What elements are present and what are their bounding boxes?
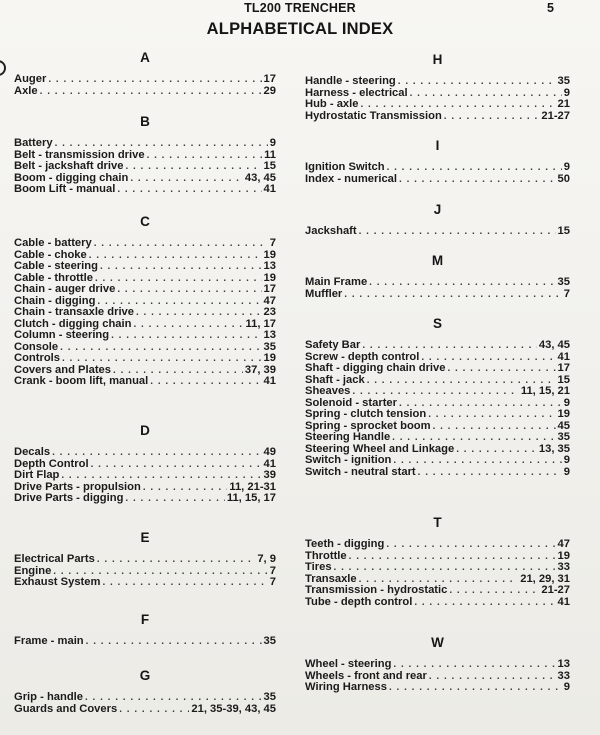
section-j — [305, 202, 570, 238]
section-letter: E — [140, 530, 150, 545]
index-entry — [305, 671, 570, 683]
section-letter: B — [140, 114, 150, 129]
dot-leader — [387, 162, 562, 174]
index-pages: 9 — [563, 162, 570, 173]
index-entry — [14, 459, 276, 471]
index-pages: 11, 17 — [245, 318, 276, 330]
section-letter: D — [140, 423, 150, 438]
dot-leader — [136, 307, 262, 319]
dot-leader — [398, 76, 556, 88]
index-pages: 23 — [263, 307, 276, 318]
section-letter: A — [140, 50, 150, 65]
index-pages: 17 — [263, 284, 276, 295]
index-entry — [305, 562, 570, 574]
index-pages: 41 — [263, 458, 276, 470]
index-term: Hydrostatic Transmission — [305, 110, 442, 122]
index-pages: 11 — [264, 149, 276, 161]
index-pages: 50 — [557, 173, 570, 185]
page-number: 5 — [547, 1, 554, 15]
index-term: Depth Control — [14, 458, 89, 470]
index-term: Screw - depth control — [305, 351, 420, 363]
index-entry — [14, 284, 276, 296]
index-term: Ignition Switch — [305, 162, 385, 173]
dot-leader — [150, 376, 261, 388]
section-letter: T — [433, 515, 442, 530]
index-term: Solenoid - starter — [305, 397, 398, 409]
index-entry — [14, 307, 276, 319]
index-term: Teeth - digging — [305, 539, 385, 550]
dot-leader — [52, 447, 261, 459]
index-pages: 9 — [563, 87, 570, 99]
index-pages: 21 — [557, 99, 570, 110]
dot-leader — [111, 330, 261, 342]
dot-leader — [40, 86, 262, 98]
dot-leader — [91, 459, 262, 471]
index-term: Steering Handle — [305, 432, 391, 443]
index-term: Column - steering — [14, 330, 110, 341]
index-entry — [14, 238, 276, 250]
dot-leader — [95, 273, 262, 285]
index-pages: 35 — [263, 341, 276, 353]
dot-leader — [117, 284, 261, 296]
dot-leader — [62, 353, 262, 365]
dot-leader — [352, 386, 518, 398]
index-pages: 17 — [263, 74, 276, 85]
index-term: Engine — [14, 565, 52, 577]
index-entry — [305, 659, 570, 671]
index-entry — [14, 376, 276, 388]
section-letter: M — [431, 253, 444, 268]
section-letter: S — [432, 316, 442, 331]
index-entry — [305, 539, 570, 551]
index-entry — [305, 76, 570, 88]
index-entry — [14, 493, 276, 505]
index-entry — [14, 86, 276, 98]
index-term: Spring - clutch tension — [305, 409, 427, 420]
dot-leader — [344, 289, 561, 301]
index-pages: 19 — [557, 409, 570, 420]
index-entry — [305, 162, 570, 174]
index-pages: 7 — [563, 288, 570, 300]
index-pages: 11, 15, 17 — [226, 493, 276, 504]
dot-leader — [386, 539, 555, 551]
dot-leader — [60, 342, 261, 354]
index-pages: 19 — [263, 272, 276, 284]
index-entry — [305, 574, 570, 586]
dot-leader — [444, 111, 540, 123]
section-w — [305, 635, 570, 694]
dot-leader — [55, 138, 268, 150]
index-term: Boom - digging chain — [14, 172, 129, 184]
index-entry — [14, 470, 276, 482]
index-entry — [305, 277, 570, 289]
index-term: Auger — [14, 74, 47, 85]
index-term: Throttle — [305, 550, 347, 562]
index-entry — [305, 289, 570, 301]
index-pages: 35 — [263, 692, 276, 703]
index-pages: 19 — [263, 249, 276, 261]
index-term: Main Frame — [305, 277, 368, 288]
dot-leader — [429, 671, 556, 683]
dot-leader — [449, 585, 539, 597]
dot-leader — [433, 421, 556, 433]
index-entry — [305, 444, 570, 456]
index-pages: 13 — [263, 330, 276, 341]
dot-leader — [113, 365, 243, 377]
dot-leader — [359, 226, 556, 238]
index-entry — [305, 340, 570, 352]
index-term: Hub - axle — [305, 99, 359, 110]
index-pages: 47 — [263, 295, 276, 307]
dot-leader — [147, 150, 263, 162]
index-pages: 13 — [557, 659, 570, 670]
dot-leader — [48, 74, 261, 86]
index-entry — [14, 692, 276, 704]
dot-leader — [414, 597, 555, 609]
index-term: Chain - transaxle drive — [14, 307, 134, 318]
dot-leader — [100, 261, 262, 273]
section-letter: G — [139, 668, 151, 683]
index-pages: 33 — [557, 670, 570, 682]
index-pages: 41 — [263, 184, 276, 195]
dot-leader — [393, 659, 555, 671]
dot-leader — [349, 551, 556, 563]
index-term: Tube - depth control — [305, 596, 413, 608]
section-a — [14, 50, 276, 97]
index-pages: 7 — [269, 577, 276, 588]
dot-leader — [399, 398, 562, 410]
dot-leader — [410, 88, 562, 100]
index-term: Exhaust System — [14, 577, 101, 588]
dot-leader — [89, 250, 262, 262]
index-pages: 43, 45 — [538, 340, 570, 351]
index-pages: 35 — [557, 76, 570, 87]
index-pages: 15 — [557, 374, 570, 386]
index-term: Steering Wheel and Linkage — [305, 443, 455, 455]
index-term: Index - numerical — [305, 173, 398, 185]
index-term: Transaxle — [305, 573, 357, 585]
index-term: Electrical Parts — [14, 554, 95, 565]
index-entry — [14, 150, 276, 162]
index-pages: 45 — [557, 420, 570, 432]
dot-leader — [85, 692, 262, 704]
dot-leader — [421, 352, 555, 364]
index-term: Jackshaft — [305, 226, 357, 237]
index-pages: 49 — [263, 447, 276, 458]
index-entry — [14, 161, 276, 173]
index-entry — [14, 482, 276, 494]
index-entry — [305, 597, 570, 609]
index-pages: 7 — [269, 565, 276, 577]
index-term: Cable - battery — [14, 238, 92, 249]
index-entry — [305, 111, 570, 123]
dot-leader — [61, 470, 261, 482]
index-term: Sheaves — [305, 386, 351, 397]
index-pages: 19 — [557, 550, 570, 562]
index-entry — [14, 319, 276, 331]
index-term: Shaft - digging chain drive — [305, 363, 446, 374]
index-entry — [305, 432, 570, 444]
dot-leader — [418, 467, 562, 479]
index-entry — [14, 447, 276, 459]
dot-leader — [102, 577, 267, 589]
dot-leader — [119, 704, 189, 716]
index-entry — [305, 352, 570, 364]
dot-leader — [130, 173, 243, 185]
index-term: Muffler — [305, 288, 343, 300]
index-pages: 41 — [557, 351, 570, 363]
index-term: Tires — [305, 562, 332, 573]
binding-hole-mark — [0, 60, 6, 76]
dot-leader — [362, 340, 537, 352]
index-term: Harness - electrical — [305, 87, 408, 99]
index-entry — [14, 138, 276, 150]
index-term: Crank - boom lift, manual — [14, 376, 149, 387]
dot-leader — [86, 636, 262, 648]
index-entry — [14, 250, 276, 262]
dot-leader — [399, 174, 556, 186]
index-term: Axle — [14, 85, 38, 97]
index-entry — [305, 467, 570, 479]
index-entry — [305, 375, 570, 387]
index-pages: 15 — [263, 161, 276, 172]
section-e — [14, 530, 276, 589]
dot-leader — [125, 493, 224, 505]
section-m — [305, 253, 570, 300]
index-pages: 39 — [263, 470, 276, 481]
index-entry — [305, 88, 570, 100]
index-pages: 11, 21-31 — [229, 481, 276, 493]
dot-leader — [367, 375, 556, 387]
index-entry — [14, 74, 276, 86]
index-term: Chain - auger drive — [14, 284, 116, 295]
index-entry — [14, 365, 276, 377]
dot-leader — [447, 363, 555, 375]
index-term: Decals — [14, 447, 51, 458]
index-pages: 35 — [557, 432, 570, 443]
index-pages: 9 — [269, 138, 276, 149]
index-pages: 15 — [557, 226, 570, 237]
index-pages: 21-27 — [541, 110, 570, 122]
dot-leader — [53, 566, 267, 578]
index-term: Drive Parts - propulsion — [14, 481, 141, 493]
index-entry — [14, 330, 276, 342]
index-pages: 35 — [557, 277, 570, 288]
index-term: Wheels - front and rear — [305, 670, 427, 682]
dot-leader — [97, 296, 261, 308]
index-title: ALPHABETICAL INDEX — [206, 20, 394, 38]
index-pages: 13 — [263, 261, 276, 272]
index-term: Wheel - steering — [305, 659, 392, 670]
index-term: Boom Lift - manual — [14, 184, 116, 195]
index-pages: 7, 9 — [257, 554, 276, 565]
index-pages: 13, 35 — [538, 443, 570, 455]
index-entry — [14, 342, 276, 354]
index-term: Chain - digging — [14, 295, 96, 307]
index-entry — [14, 261, 276, 273]
index-entry — [14, 566, 276, 578]
index-entry — [305, 386, 570, 398]
index-pages: 29 — [263, 85, 276, 97]
index-term: Battery — [14, 138, 53, 149]
index-pages: 37, 39 — [244, 364, 276, 376]
index-entry — [305, 363, 570, 375]
index-entry — [305, 585, 570, 597]
section-d — [14, 423, 276, 505]
index-entry — [14, 184, 276, 196]
dot-leader — [369, 277, 555, 289]
section-letter: I — [435, 138, 440, 153]
dot-leader — [389, 682, 562, 694]
index-pages: 9 — [563, 455, 570, 466]
index-entry — [14, 173, 276, 185]
index-pages: 47 — [557, 539, 570, 550]
index-term: Safety Bar — [305, 340, 361, 351]
section-i — [305, 138, 570, 185]
index-entry — [305, 226, 570, 238]
section-letter: J — [433, 202, 442, 217]
dot-leader — [117, 184, 261, 196]
index-term: Wiring Harness — [305, 682, 387, 693]
dot-leader — [125, 161, 261, 173]
index-pages: 43, 45 — [244, 172, 276, 184]
dot-leader — [143, 482, 228, 494]
index-pages: 9 — [563, 397, 570, 409]
section-letter: F — [140, 612, 150, 627]
index-entry — [14, 353, 276, 365]
index-entry — [305, 551, 570, 563]
dot-leader — [360, 99, 555, 111]
index-term: Spring - sprocket boom — [305, 420, 431, 432]
index-term: Handle - steering — [305, 76, 396, 87]
dot-leader — [133, 319, 243, 331]
index-entry — [305, 682, 570, 694]
index-entry — [305, 99, 570, 111]
index-entry — [14, 296, 276, 308]
index-entry — [14, 704, 276, 716]
index-term: Controls — [14, 353, 60, 364]
dot-leader — [393, 455, 561, 467]
index-pages: 33 — [557, 562, 570, 573]
index-entry — [14, 273, 276, 285]
index-pages: 17 — [557, 363, 570, 374]
index-term: Switch - neutral start — [305, 466, 416, 478]
section-f — [14, 612, 276, 648]
index-pages: 41 — [557, 596, 570, 608]
section-g — [14, 668, 276, 715]
index-term: Transmission - hydrostatic — [305, 585, 448, 596]
dot-leader — [392, 432, 555, 444]
dot-leader — [456, 444, 537, 456]
section-h — [305, 52, 570, 122]
dot-leader — [359, 574, 519, 586]
section-s — [305, 316, 570, 478]
index-term: Belt - jackshaft drive — [14, 161, 124, 172]
index-term: Guards and Covers — [14, 703, 118, 715]
index-term: Clutch - digging chain — [14, 318, 132, 330]
header-title: TL200 TRENCHER — [244, 1, 356, 15]
index-term: Drive Parts - digging — [14, 493, 124, 504]
section-c — [14, 214, 276, 388]
index-pages: 35 — [263, 636, 276, 647]
section-letter: C — [140, 214, 150, 229]
index-term: Shaft - jack — [305, 374, 365, 386]
index-pages: 9 — [563, 682, 570, 693]
index-term: Console — [14, 341, 59, 353]
index-term: Cable - throttle — [14, 272, 93, 284]
index-entry — [14, 554, 276, 566]
dot-leader — [428, 409, 555, 421]
index-pages: 41 — [263, 376, 276, 387]
index-term: Grip - handle — [14, 692, 83, 703]
index-term: Covers and Plates — [14, 364, 112, 376]
dot-leader — [97, 554, 255, 566]
index-pages: 21-27 — [541, 585, 570, 596]
index-pages: 19 — [263, 353, 276, 364]
index-term: Belt - transmission drive — [14, 149, 145, 161]
index-entry — [305, 398, 570, 410]
index-entry — [14, 636, 276, 648]
section-b — [14, 114, 276, 196]
index-term: Switch - ignition — [305, 455, 392, 466]
index-term: Cable - choke — [14, 249, 87, 261]
index-pages: 11, 15, 21 — [520, 386, 570, 397]
index-entry — [305, 174, 570, 186]
section-letter: W — [431, 635, 444, 650]
index-entry — [305, 409, 570, 421]
index-entry — [14, 577, 276, 589]
index-term: Dirt Flap — [14, 470, 60, 481]
index-pages: 21, 35-39, 43, 45 — [191, 703, 276, 715]
index-pages: 9 — [563, 466, 570, 478]
index-entry — [305, 421, 570, 433]
index-pages: 7 — [269, 238, 276, 249]
dot-leader — [94, 238, 268, 250]
dot-leader — [334, 562, 556, 574]
index-term: Cable - steering — [14, 261, 98, 272]
index-pages: 21, 29, 31 — [520, 573, 570, 585]
index-term: Frame - main — [14, 636, 84, 647]
section-t — [305, 515, 570, 608]
index-entry — [305, 455, 570, 467]
section-letter: H — [432, 52, 443, 67]
